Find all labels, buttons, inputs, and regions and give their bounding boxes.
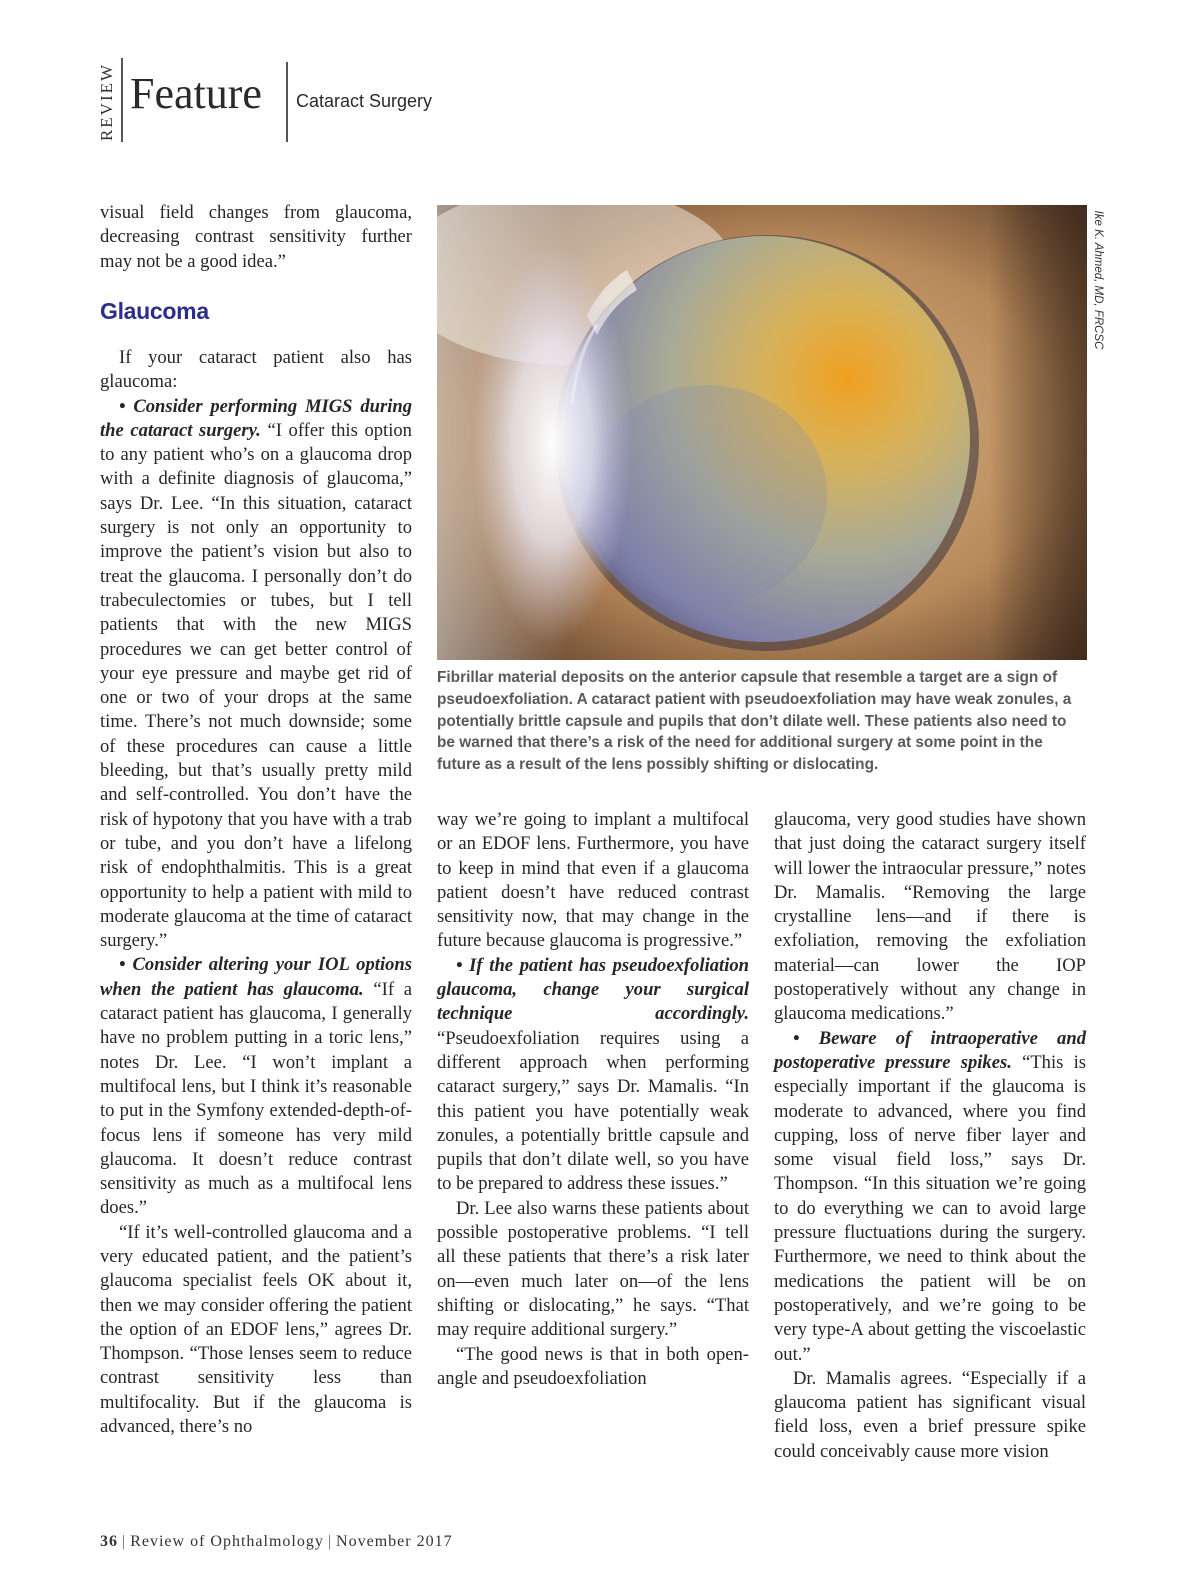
paragraph: If your cataract patient also has glaucoma: <box>100 347 412 393</box>
paragraph: glaucoma, very good studies have shown that just doing the cataract surgery itself will lower the intraocular pressure,” notes Dr. Mamalis. “Removing the large crystalline lens—and if there is exfoliation, removing the exfoliation material—can lower the IOP postoperatively without any change in glaucoma medications.” <box>774 809 1086 1025</box>
section-heading-glaucoma: Glaucoma <box>100 298 209 324</box>
bullet-heading: • Consider altering your IOL options when the patient has glaucoma. <box>100 954 412 1000</box>
issue-date: November 2017 <box>336 1533 453 1550</box>
paragraph: Dr. Mamalis agrees. “Especially if a glaucoma patient has significant visual field loss, even a brief pressure spike could conceivably cause more vision <box>774 1367 1086 1462</box>
page-footer <box>100 1533 453 1551</box>
column-1-intro <box>100 201 412 274</box>
paragraph: “The good news is that in both open-angle and pseudoexfoliation <box>437 1343 749 1389</box>
paragraph: Dr. Lee also warns these patients about possible postoperative problems. “I tell all these patients that there’s a risk later on—even much later on—of the lens shifting or dislocating,” he says. “That may require additional surgery.” <box>437 1197 749 1341</box>
paragraph-text: “This is especially important if the glaucoma is moderate to advanced, where you find cupping, loss of nerve fiber layer and some visual field loss,” says Dr. Thompson. “In this situation we’re going to do everything we can to avoid large pressure fluctuations during the surgery. Furthermore, we need to think about the medications the patient will be on postoperatively, and we’re going to be very type-A about getting the viscoelastic out.” <box>774 1051 1086 1365</box>
photo-credit-text: Ike K. Ahmed, MD, FRCSC <box>1092 210 1104 350</box>
publication-name: Review of Ophthalmology <box>130 1533 324 1550</box>
paragraph <box>774 1027 1086 1367</box>
review-label <box>96 62 118 142</box>
page-number: 36 <box>100 1533 118 1550</box>
paragraph-text: “Pseudoexfoliation requires using a different approach when performing cataract surgery,” says Dr. Mamalis. “In this patient you have potentially weak zonules, a potentially brittle capsule and pupils that don’t dilate well, so you have to be prepared to address these issues.” <box>437 1027 749 1195</box>
column-2 <box>437 808 749 1391</box>
paragraph: “If it’s well-controlled glaucoma and a very educated patient, and the patient’s glaucoma specialist feels OK about it, then we may consider offering the patient the option of an EDOF lens,” agrees Dr. Thompson. “Those lenses seem to reduce contrast sensitivity less than multifocality. But if the glaucoma is advanced, there’s no <box>100 1221 412 1438</box>
footer-separator: | <box>327 1533 333 1550</box>
paragraph <box>437 954 749 1197</box>
photo-credit <box>1088 205 1108 355</box>
paragraph-text: “If a cataract patient has glaucoma, I generally have no problem putting in a toric lens,” notes Dr. Lee. “I won’t implant a multifocal lens, but I think it’s reasonable to put in the Symfony extended-depth-of-focus lens if someone has very mild glaucoma. It doesn’t reduce contrast sensitivity as much as a multifocal lens does.” <box>100 978 413 1219</box>
paragraph: visual field changes from glaucoma, decreasing contrast sensitivity further may not be a good idea.” <box>100 202 412 272</box>
bullet-heading: • Consider performing MIGS during the cataract surgery. <box>100 395 412 441</box>
feature-label: Feature <box>130 69 262 118</box>
review-label-text: REVIEW <box>97 62 116 142</box>
paragraph <box>100 953 412 1220</box>
column-3 <box>774 808 1086 1464</box>
header-divider <box>121 58 123 142</box>
paragraph: way we’re going to implant a multifocal or an EDOF lens. Furthermore, you have to keep in mind that even if a glaucoma patient doesn’t have reduced contrast sensitivity now, that may change in the future because glaucoma is progressive.” <box>437 809 749 952</box>
figure-caption: Fibrillar material deposits on the anterior capsule that resemble a target are a sign of pseudoexfoliation. A cataract patient with pseudoexfoliation may have weak zonules, a potentially brittle capsule and pupils that don’t dilate well. These patients also need to be warned that there’s a risk of the need for additional surgery at some point in the future as a result of the lens possibly shifting or dislocating. <box>437 669 1072 774</box>
bullet-heading: • Beware of intraoperative and postoperative pressure spikes. <box>774 1027 1086 1073</box>
eye-photo <box>437 205 1087 660</box>
section-label: Cataract Surgery <box>296 91 433 111</box>
eye-photo-image <box>437 205 1087 660</box>
paragraph <box>100 395 412 954</box>
footer-separator: | <box>122 1533 127 1550</box>
page-header <box>96 58 496 142</box>
paragraph-text: “I offer this option to any patient who’s on a glaucoma drop with a definite diagnosis of glaucoma,” says Dr. Lee. “In this situation, cataract surgery is not only an opportunity to improve the patient’s vision but also to treat the glaucoma. I personally don’t do trabeculectomies or tubes, but I tell patients that with the new MIGS procedures we can get better control of your eye pressure and maybe get rid of one or two of your drops at the same time. There’s not much downside; some of these procedures can cause a little bleeding, but that’s usually pretty mild and self-controlled. You don’t have the risk of hypotony that you have with a trab or tube, and you don’t have a lifelong risk of endophthalmitis. This is a great opportunity to help a patient with mild to moderate glaucoma at the time of cataract surgery.” <box>100 419 412 952</box>
column-1 <box>100 346 412 1439</box>
bullet-heading: • If the patient has pseudoexfoliation glaucoma, change your surgical technique accordingly. <box>437 954 749 1025</box>
header-divider <box>286 62 288 142</box>
